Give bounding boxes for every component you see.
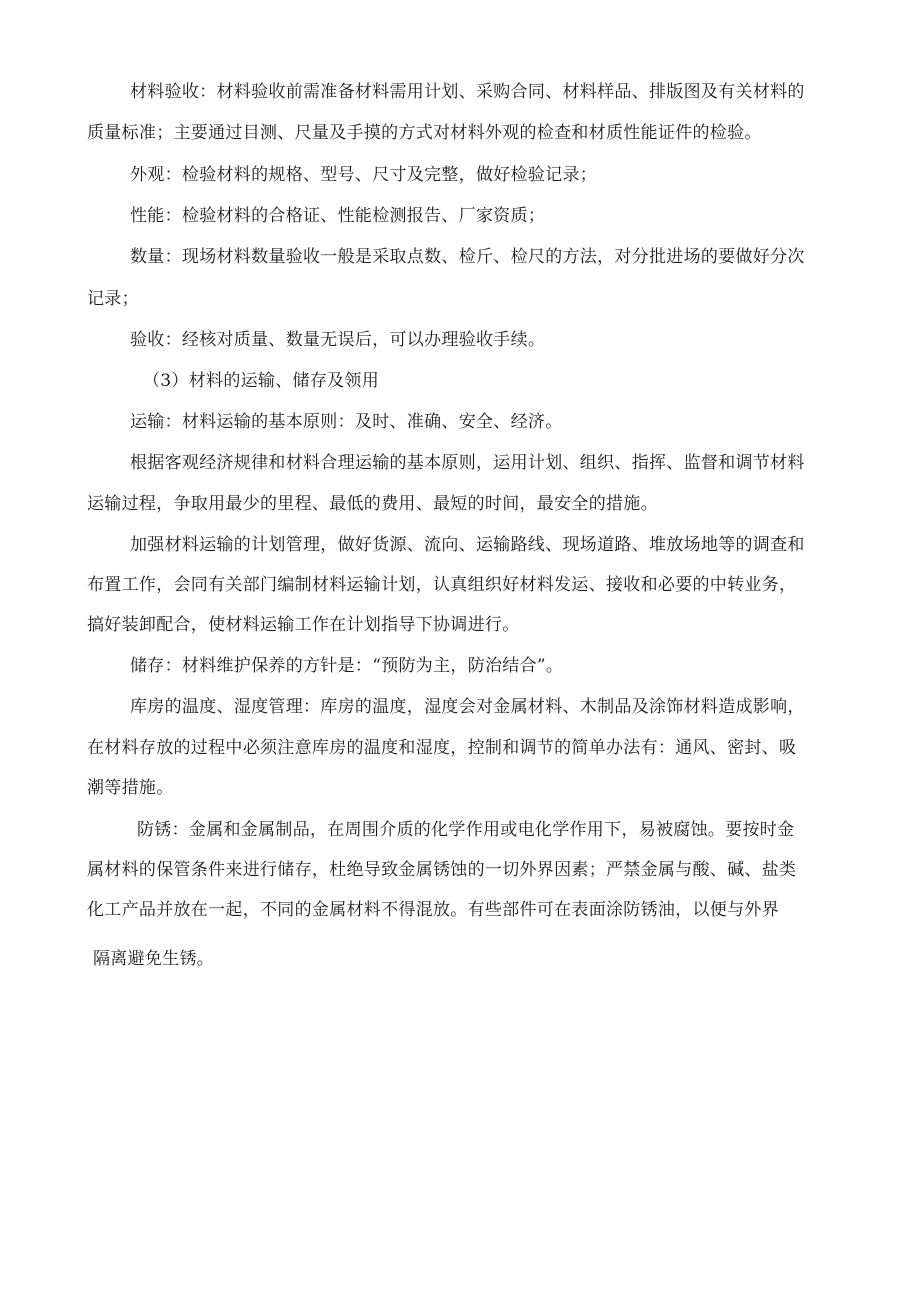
text-line: 属材料的保管条件来进行储存，杜绝导致金属锈蚀的一切外界因素；严禁金属与酸、碱、盐类 [87,860,797,880]
text-line: 运输过程，争取用最少的里程、最低的费用、最短的时间，最安全的措施。 [87,494,658,514]
text-line: 验收：经核对质量、数量无误后，可以办理验收手续。 [130,330,546,350]
text-line: 库房的温度、湿度管理：库房的温度，湿度会对金属材料、木制品及涂饰材料造成影响， [130,697,805,717]
text-line: 外观：检验材料的规格、型号、尺寸及完整，做好检验记录； [130,165,598,185]
text-line: 储存：材料维护保养的方针是：“预防为主，防治结合”。 [130,656,564,676]
text-line: 材料验收：材料验收前需准备材料需用计划、采购合同、材料样品、排版图及有关材料的 [130,82,805,102]
text-line: 加强材料运输的计划管理，做好货源、流向、运输路线、现场道路、堆放场地等的调查和 [130,535,805,555]
text-line: 数量：现场材料数量验收一般是采取点数、检斤、检尺的方法，对分批进场的要做好分次 [130,247,805,267]
text-line: 性能：检验材料的合格证、性能检测报告、厂家资质； [130,206,546,226]
text-line: 记录； [87,289,139,309]
text-line: 防锈：金属和金属制品，在周围介质的化学作用或电化学作用下，易被腐蚀。要按时金 [137,820,795,840]
text-line: 质量标准；主要通过目测、尺量及手摸的方式对材料外观的检查和材质性能证件的检验。 [87,123,762,143]
text-line: 搞好装卸配合，使材料运输工作在计划指导下协调进行。 [87,615,520,635]
text-line: 根据客观经济规律和材料合理运输的基本原则，运用计划、组织、指挥、监督和调节材料 [130,453,805,473]
text-line: 布置工作，会同有关部门编制材料运输计划，认真组织好材料发运、接收和必要的中转业务， [87,575,797,595]
text-line: 隔离避免生锈。 [93,949,215,969]
text-line: 运输：材料运输的基本原则：及时、准确、安全、经济。 [130,412,563,432]
text-line: 潮等措施。 [87,778,174,798]
text-line: 在材料存放的过程中必须注意库房的温度和湿度，控制和调节的简单办法有：通风、密封、吸 [87,738,797,758]
text-line: 化工产品并放在一起，不同的金属材料不得混放。有些部件可在表面涂防锈油，以便与外界 [87,900,779,920]
section-heading: （3）材料的运输、储存及领用 [143,371,380,391]
